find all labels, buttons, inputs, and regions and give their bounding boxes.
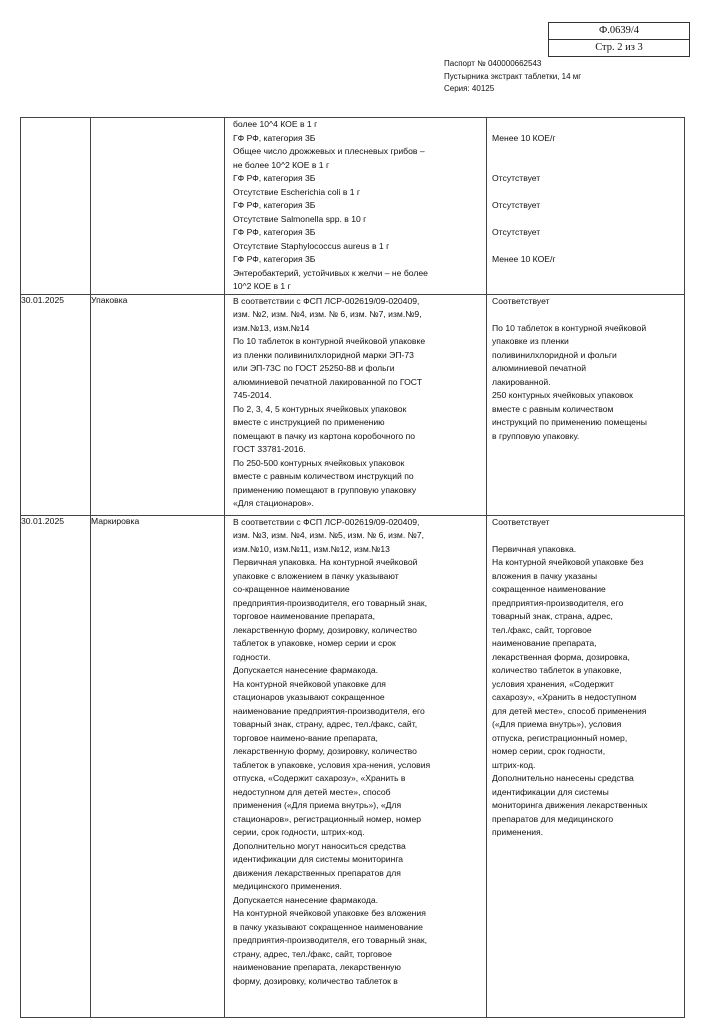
- text-line: или ЭП-73С по ГОСТ 25250-88 и фольги: [233, 363, 395, 373]
- product-name: Пустырника экстракт таблетки, 14 мг: [444, 71, 582, 81]
- text-line: ГФ РФ, категория 3Б: [233, 200, 316, 210]
- text-line: [492, 213, 680, 227]
- text-line: [492, 118, 680, 132]
- text-line: алюминиевой печатной: [492, 363, 587, 373]
- text-line: [492, 240, 680, 254]
- text-line: По 10 таблеток в контурной ячейковой: [492, 322, 647, 333]
- text-line: предприятия-производителя, его: [492, 597, 624, 608]
- text-line: Соответствует: [492, 516, 550, 527]
- results-table: [20, 117, 685, 1018]
- form-code: Ф.0639/4: [598, 25, 640, 36]
- text-line: помещают в пачку из картона коробочного по: [233, 430, 415, 441]
- text-line: 250 контурных ячейковых упаковок: [492, 390, 633, 400]
- text-line: лекарственную форму, дозировку, количество: [233, 624, 417, 635]
- text-line: Дополнительно могут наноситься средства: [233, 840, 406, 851]
- result-cell: [487, 118, 684, 267]
- text-line: в пачку указывают сокращенное наименование: [233, 921, 423, 932]
- text-line: в групповую упаковку.: [492, 430, 580, 441]
- text-line: Энтеробактерий, устойчивых к желчи – не более: [233, 267, 428, 278]
- text-line: вместе с инструкцией по применению: [233, 417, 385, 427]
- text-line: таблеток в упаковке, условия хра-нения, условия: [233, 759, 431, 770]
- result-cell: [487, 295, 684, 444]
- text-line: ГФ РФ, категория 3Б: [233, 227, 316, 237]
- text-line: вложения в пачку указаны: [492, 570, 598, 581]
- text-line: годности.: [233, 651, 271, 662]
- text-line: По 10 таблеток в контурной ячейковой упаковке: [233, 336, 426, 346]
- stage-cell: Упаковка: [91, 294, 225, 515]
- text-line: применению помещают в групповую упаковку: [233, 484, 417, 495]
- text-line: со-кращенное наименование: [233, 584, 350, 594]
- text-line: Отсутствие Salmonella spp. в 10 г: [233, 213, 367, 224]
- text-line: Отсутствие Escherichia coli в 1 г: [233, 186, 361, 197]
- text-line: более 10^4 КОЕ в 1 г: [233, 119, 318, 129]
- table-row: [21, 294, 685, 515]
- text-line: «Для стационаров».: [233, 498, 314, 508]
- text-line: [492, 159, 680, 173]
- text-line: изм. №2, изм. №4, изм. № 6, изм. №7, изм.№9,: [233, 309, 422, 319]
- text-line: идентификации для системы: [492, 786, 609, 797]
- text-line: изм. №3, изм. №4, изм. №5, изм. № 6, изм. №7,: [233, 530, 424, 540]
- text-line: На контурной ячейковой упаковке для: [233, 678, 386, 689]
- requirement-cell: [225, 295, 486, 511]
- text-line: отпуска, «Содержит сахарозу», «Хранить в: [233, 773, 406, 783]
- text-line: мониторинга движения лекарственных: [492, 800, 648, 810]
- text-line: сахарозу», «Хранить в недоступном: [492, 692, 637, 702]
- text-line: Отсутствие Staphylococcus aureus в 1 г: [233, 240, 390, 251]
- text-line: поливинилхлоридной и фольги: [492, 349, 617, 360]
- text-line: Менее 10 КОЕ/г: [492, 254, 556, 264]
- result-cell: [487, 516, 684, 840]
- text-line: Отсутствует: [492, 173, 541, 183]
- text-line: Соответствует: [492, 295, 550, 306]
- text-line: ГФ РФ, категория 3Б: [233, 254, 316, 264]
- text-line: На контурной ячейковой упаковке без вложения: [233, 908, 426, 918]
- text-line: изм.№10, изм.№11, изм.№12, изм.№13: [233, 543, 390, 554]
- text-line: товарный знак, страну, адрес, тел./факс, сайт,: [233, 719, 418, 729]
- text-line: [492, 145, 680, 159]
- text-line: не более 10^2 КОЕ в 1 г: [233, 159, 330, 170]
- passport-number: Паспорт № 040000662543: [444, 59, 542, 68]
- text-line: страну, адрес, тел./факс, сайт, торговое: [233, 948, 392, 959]
- text-line: торговое наименование препарата,: [233, 611, 376, 621]
- text-line: лекарственную форму, дозировку, количество: [233, 746, 417, 756]
- text-line: [492, 308, 680, 322]
- text-line: серии, срок годности, штрих-код.: [233, 827, 365, 837]
- text-line: номер серии, срок годности,: [492, 746, 606, 756]
- passport-info: [444, 58, 581, 96]
- text-line: вместе с равным количеством: [492, 403, 614, 414]
- text-line: наименование препарата,: [492, 638, 597, 648]
- text-line: стационаров», регистрационный номер, номер: [233, 813, 422, 824]
- page-number: Стр. 2 из 3: [549, 39, 689, 56]
- text-line: 745-2014.: [233, 390, 272, 400]
- text-line: Дополнительно нанесены средства: [492, 773, 634, 783]
- text-line: В соответствии с ФСП ЛСР-002619/09-020409,: [233, 295, 420, 306]
- text-line: применения.: [492, 827, 544, 837]
- text-line: алюминиевой печатной лакированной по ГОСТ: [233, 376, 422, 387]
- text-line: наименование препарата, лекарственную: [233, 962, 401, 972]
- text-line: ГОСТ 33781-2016.: [233, 444, 306, 454]
- text-line: По 2, 3, 4, 5 контурных ячейковых упаковок: [233, 403, 407, 414]
- text-line: количество таблеток в упаковке,: [492, 665, 622, 675]
- text-line: ГФ РФ, категория 3Б: [233, 132, 316, 143]
- date-cell: 30.01.2025: [21, 515, 91, 1017]
- text-line: штрих-код.: [492, 759, 536, 770]
- date-cell: 30.01.2025: [21, 294, 91, 515]
- text-line: из пленки поливинилхлоридной марки ЭП-73: [233, 349, 414, 360]
- text-line: Отсутствует: [492, 200, 541, 210]
- text-line: предприятия-производителя, его товарный знак,: [233, 935, 428, 945]
- text-line: отпуска, регистрационный номер,: [492, 732, 628, 743]
- text-line: движения лекарственных препаратов для: [233, 867, 401, 878]
- text-line: для детей месте», способ применения: [492, 705, 647, 716]
- text-line: Первичная упаковка. На контурной ячейковой: [233, 557, 418, 567]
- text-line: вместе с равным количеством инструкций по: [233, 471, 414, 481]
- form-code-box: [548, 22, 690, 57]
- text-line: упаковке из пленки: [492, 336, 569, 346]
- text-line: 10^2 КОЕ в 1 г: [233, 281, 291, 291]
- text-line: применения («Для приема внутрь»), «Для: [233, 800, 402, 810]
- text-line: недоступном для детей месте», способ: [233, 786, 391, 797]
- text-line: На контурной ячейковой упаковке без: [492, 557, 644, 567]
- text-line: Общее число дрожжевых и плесневых грибов –: [233, 146, 425, 156]
- text-line: В соответствии с ФСП ЛСР-002619/09-020409,: [233, 516, 420, 527]
- text-line: стационаров указывают сокращенное: [233, 692, 385, 702]
- table-row: [21, 515, 685, 1017]
- text-line: По 250-500 контурных ячейковых упаковок: [233, 457, 405, 468]
- text-line: инструкций по применению помещены: [492, 417, 647, 427]
- text-line: изм.№13, изм.№14: [233, 322, 310, 333]
- text-line: упаковке с вложением в пачку указывают: [233, 570, 399, 581]
- text-line: лакированной.: [492, 376, 551, 387]
- requirement-cell: [225, 118, 486, 294]
- text-line: форму, дозировку, количество таблеток в: [233, 975, 398, 986]
- text-line: медицинского применения.: [233, 881, 342, 891]
- text-line: сокращенное наименование: [492, 584, 606, 594]
- text-line: Первичная упаковка.: [492, 543, 577, 554]
- text-line: Допускается нанесение фармакода.: [233, 894, 379, 905]
- text-line: таблеток в упаковке, номер серии и срок: [233, 638, 396, 648]
- text-line: Менее 10 КОЕ/г: [492, 132, 556, 143]
- text-line: наименование предприятия-производителя, его: [233, 705, 425, 716]
- date-cell: [21, 118, 91, 295]
- requirement-cell: [225, 516, 486, 989]
- text-line: тел./факс, сайт, торговое: [492, 624, 592, 635]
- text-line: товарный знак, страна, адрес,: [492, 611, 613, 621]
- text-line: препаратов для медицинского: [492, 813, 614, 824]
- stage-cell: [91, 118, 225, 295]
- text-line: торговое наимено-вание препарата,: [233, 732, 378, 743]
- text-line: Отсутствует: [492, 227, 541, 237]
- text-line: («Для приема внутрь»), условия: [492, 719, 622, 729]
- text-line: [492, 529, 680, 543]
- text-line: идентификации для системы мониторинга: [233, 854, 404, 864]
- text-line: Допускается нанесение фармакода.: [233, 665, 379, 675]
- stage-cell: Маркировка: [91, 515, 225, 1017]
- text-line: условия хранения, «Содержит: [492, 678, 614, 689]
- text-line: [492, 186, 680, 200]
- text-line: лекарственная форма, дозировка,: [492, 651, 630, 662]
- series-number: Серия: 40125: [444, 84, 495, 93]
- text-line: ГФ РФ, категория 3Б: [233, 173, 316, 183]
- table-row: [21, 118, 685, 295]
- text-line: предприятия-производителя, его товарный знак,: [233, 597, 428, 608]
